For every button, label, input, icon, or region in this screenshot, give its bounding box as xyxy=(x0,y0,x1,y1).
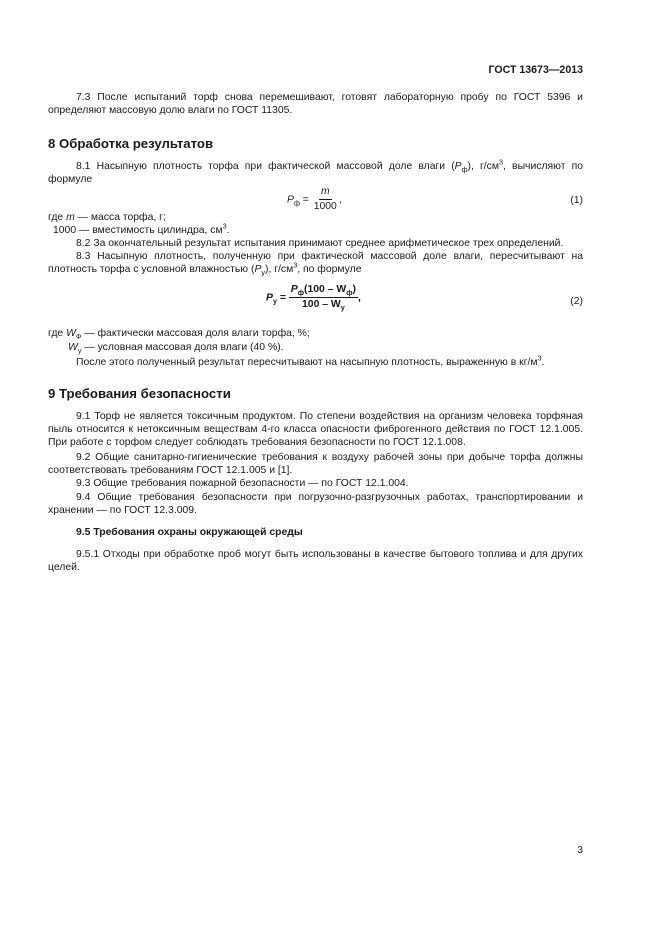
paragraph-9-3: 9.3 Общие требования пожарной безопасности — по ГОСТ 12.1.004. xyxy=(76,478,409,489)
where-w-cond: $W_у$ — условная массовая доля влаги (40 %). xyxy=(68,342,284,356)
formula-1: $P_ф$ = $\frac{m}{1000}$ , xyxy=(287,186,342,212)
formula-1-number: (1) xyxy=(570,195,583,206)
paragraph-8-3: 8.3 Насыпную плотность, полученную при фактической массовой доле влаги, пересчитывают на плотность торфа с условной влажностью $(P_у)$, $г/см^3$, по формуле xyxy=(48,251,583,278)
paragraph-9-2: 9.2 Общие санитарно-гигиенические требования к воздуху рабочей зоны при добыче торфа должны соответствовать требованиям ГОСТ 12.1.005 и [1]. xyxy=(48,452,583,477)
paragraph-8-2: 8.2 За окончательный результат испытания принимают среднее арифметическое трех определений. xyxy=(76,238,564,249)
paragraph-9-4: 9.4 Общие требования безопасности при погрузочно-разгрузочных работах, транспортировании и хранении — по ГОСТ 12.3.009. xyxy=(48,492,583,517)
paragraph-9-1: 9.1 Торф не является токсичным продуктом. По степени воздействия на организм человека торфяная пыль относится к нетоксичным веществам 4-го класса опасности фиброгенного действия по ГОСТ 12.1.005. При работе с торфом следует соблюдать требования безопасности по ГОСТ 12.1.008. xyxy=(48,411,583,449)
document-id: ГОСТ 13673—2013 xyxy=(488,64,583,76)
paragraph-8-1: 8.1 Насыпную плотность торфа при фактической массовой доле влаги $(P_ф)$, $г/см^3$, вычисляют по формуле xyxy=(48,157,583,186)
where-1000: 1000 — вместимость цилиндра, $см^3$. xyxy=(53,221,230,236)
section-9-heading: 9 Требования безопасности xyxy=(48,386,231,401)
where-m: где m — масса торфа, г; xyxy=(48,212,166,223)
formula-2: $P_у$ = $\frac{P_ф(100 - W_ф)}{100 - W_у}$ , xyxy=(266,284,361,313)
paragraph-7-3: 7.3 После испытаний торф снова перемешивают, готовят лабораторную пробу по ГОСТ 5396 и определяют массовую долю влаги по ГОСТ 11305. xyxy=(48,92,583,117)
subsection-9-5-heading: 9.5 Требования охраны окружающей среды xyxy=(76,527,303,538)
where-w-fact: где $W_Ф$ — фактически массовая доля влаги торфа, %; xyxy=(48,328,310,342)
paragraph-9-5-1: 9.5.1 Отходы при обработке проб могут быть использованы в качестве бытового топлива и для других целей. xyxy=(48,549,583,574)
page-number: 3 xyxy=(577,845,583,856)
paragraph-after-8: После этого полученный результат пересчитывают на насыпную плотность, выраженную в $кг/м^3$. xyxy=(76,353,545,368)
section-8-heading: 8 Обработка результатов xyxy=(48,136,214,151)
formula-2-number: (2) xyxy=(570,296,583,307)
